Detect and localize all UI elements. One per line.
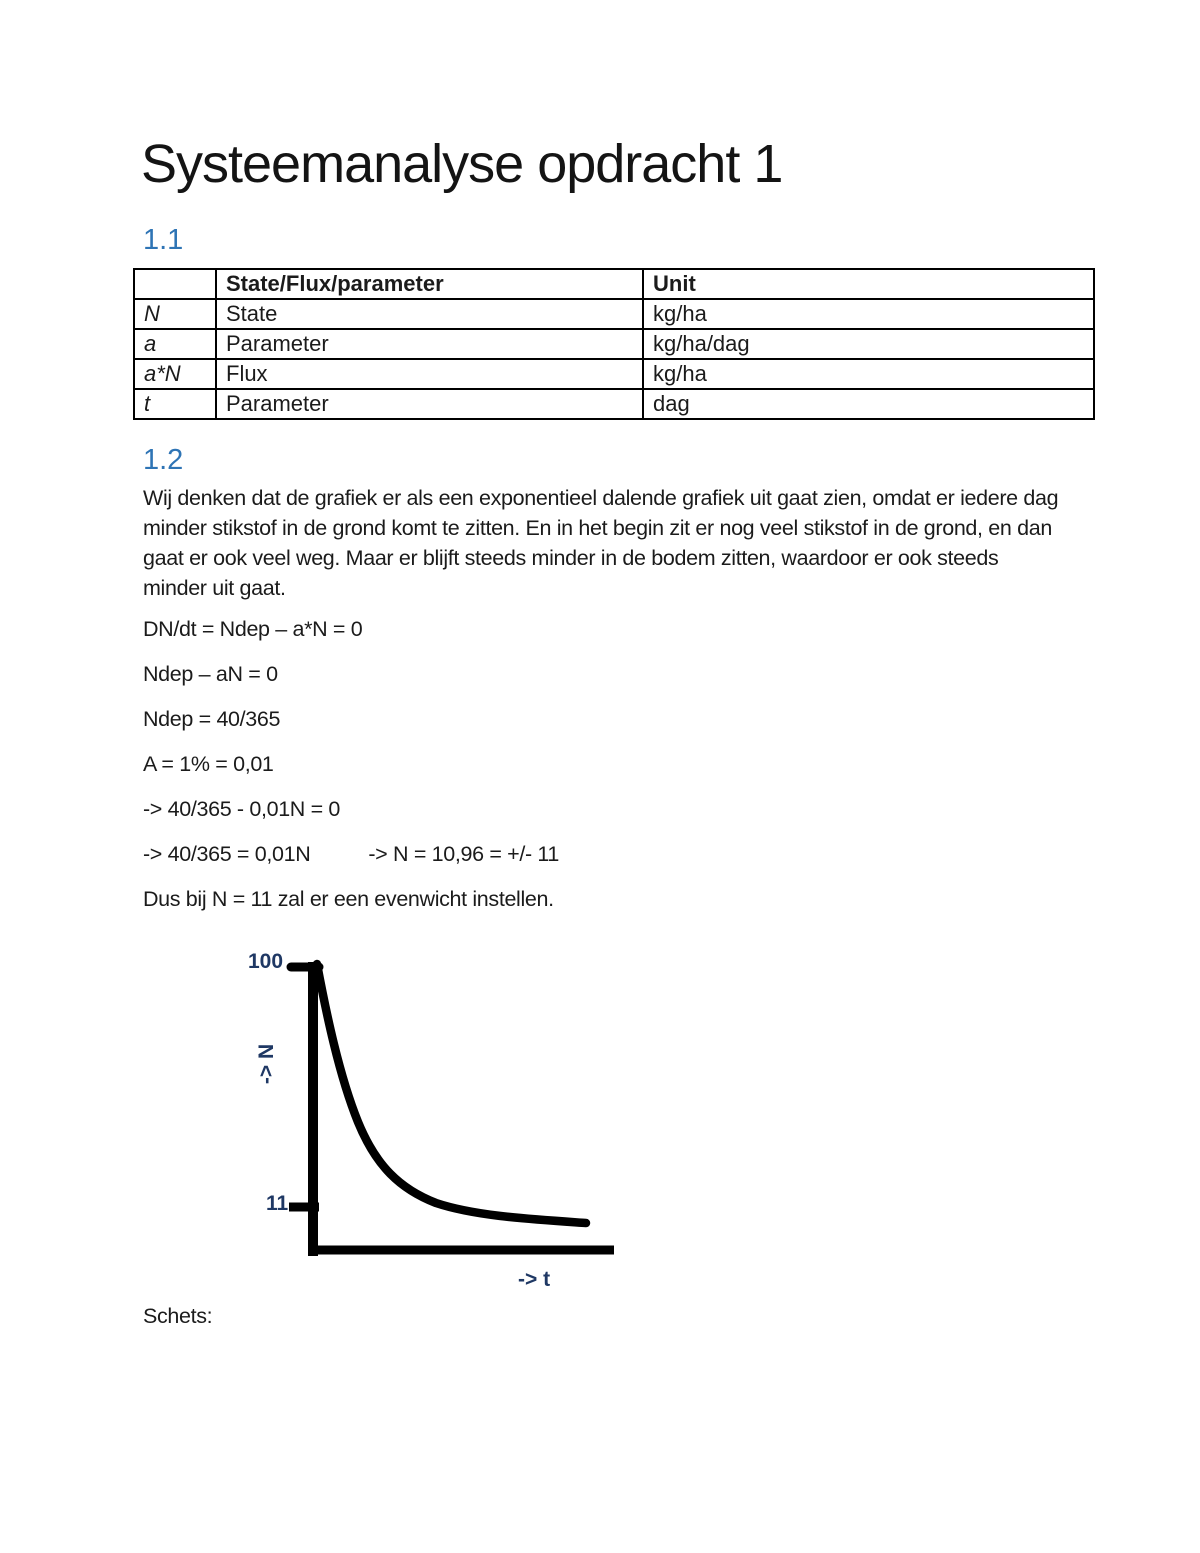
cell-symbol: a <box>134 329 216 359</box>
y-axis-label-box <box>244 1026 290 1102</box>
equation-line: DN/dt = Ndep – a*N = 0 <box>143 617 363 641</box>
equation-right: -> N = 10,96 = +/- 11 <box>368 842 560 866</box>
cell-symbol: N <box>134 299 216 329</box>
table-row <box>134 389 1094 419</box>
conclusion-line: Dus bij N = 11 zal er een evenwicht instellen. <box>143 887 554 911</box>
header-cell-state-flux-parameter: State/Flux/parameter <box>216 269 643 299</box>
table-row <box>134 329 1094 359</box>
equation-left: -> 40/365 = 0,01N <box>143 842 311 866</box>
x-axis-label: -> t <box>518 1268 551 1291</box>
equation-line: Ndep – aN = 0 <box>143 662 278 686</box>
schets-label: Schets: <box>143 1304 213 1328</box>
decay-curve <box>317 964 586 1223</box>
derivation-block <box>143 614 1063 929</box>
cell-symbol: t <box>134 389 216 419</box>
table-row <box>134 299 1094 329</box>
cell-unit: kg/ha <box>643 359 1094 389</box>
table-header-row <box>134 269 1094 299</box>
answer-paragraph: Wij denken dat de grafiek er als een exponentieel dalende grafiek uit gaat zien, omdat er iedere dag minder stikstof in de grond komt te zitten. En in het begin zit er nog veel stikstof in de grond, en dan gaat er ook veel weg. Maar er blijft steeds minder in de bodem zitten, waardoor er ook steeds minder uit gaat. <box>143 486 1059 600</box>
cell-unit: kg/ha/dag <box>643 329 1094 359</box>
parameter-table <box>133 268 1095 420</box>
header-cell-unit: Unit <box>643 269 1094 299</box>
equation-line: Ndep = 40/365 <box>143 707 281 731</box>
y-max-tick-label: 100 <box>248 950 284 973</box>
equation-line: -> 40/365 - 0,01N = 0 <box>143 797 341 821</box>
equation-line: A = 1% = 0,01 <box>143 752 274 776</box>
sketch-canvas <box>240 940 660 1300</box>
cell-role: State <box>216 299 643 329</box>
cell-unit: dag <box>643 389 1094 419</box>
header-cell-empty <box>134 269 216 299</box>
cell-unit: kg/ha <box>643 299 1094 329</box>
decay-sketch-figure <box>240 940 660 1300</box>
cell-role: Flux <box>216 359 643 389</box>
page-title: Systeemanalyse opdracht 1 <box>141 134 783 194</box>
heading-1-2: 1.2 <box>143 444 184 476</box>
cell-symbol: a*N <box>134 359 216 389</box>
cell-role: Parameter <box>216 329 643 359</box>
equation-line <box>143 839 1063 869</box>
table-row <box>134 359 1094 389</box>
y-axis-label: -> N <box>254 1043 278 1085</box>
y-equilibrium-tick-label: 11 <box>266 1192 289 1215</box>
cell-role: Parameter <box>216 389 643 419</box>
heading-1-1: 1.1 <box>143 224 184 256</box>
